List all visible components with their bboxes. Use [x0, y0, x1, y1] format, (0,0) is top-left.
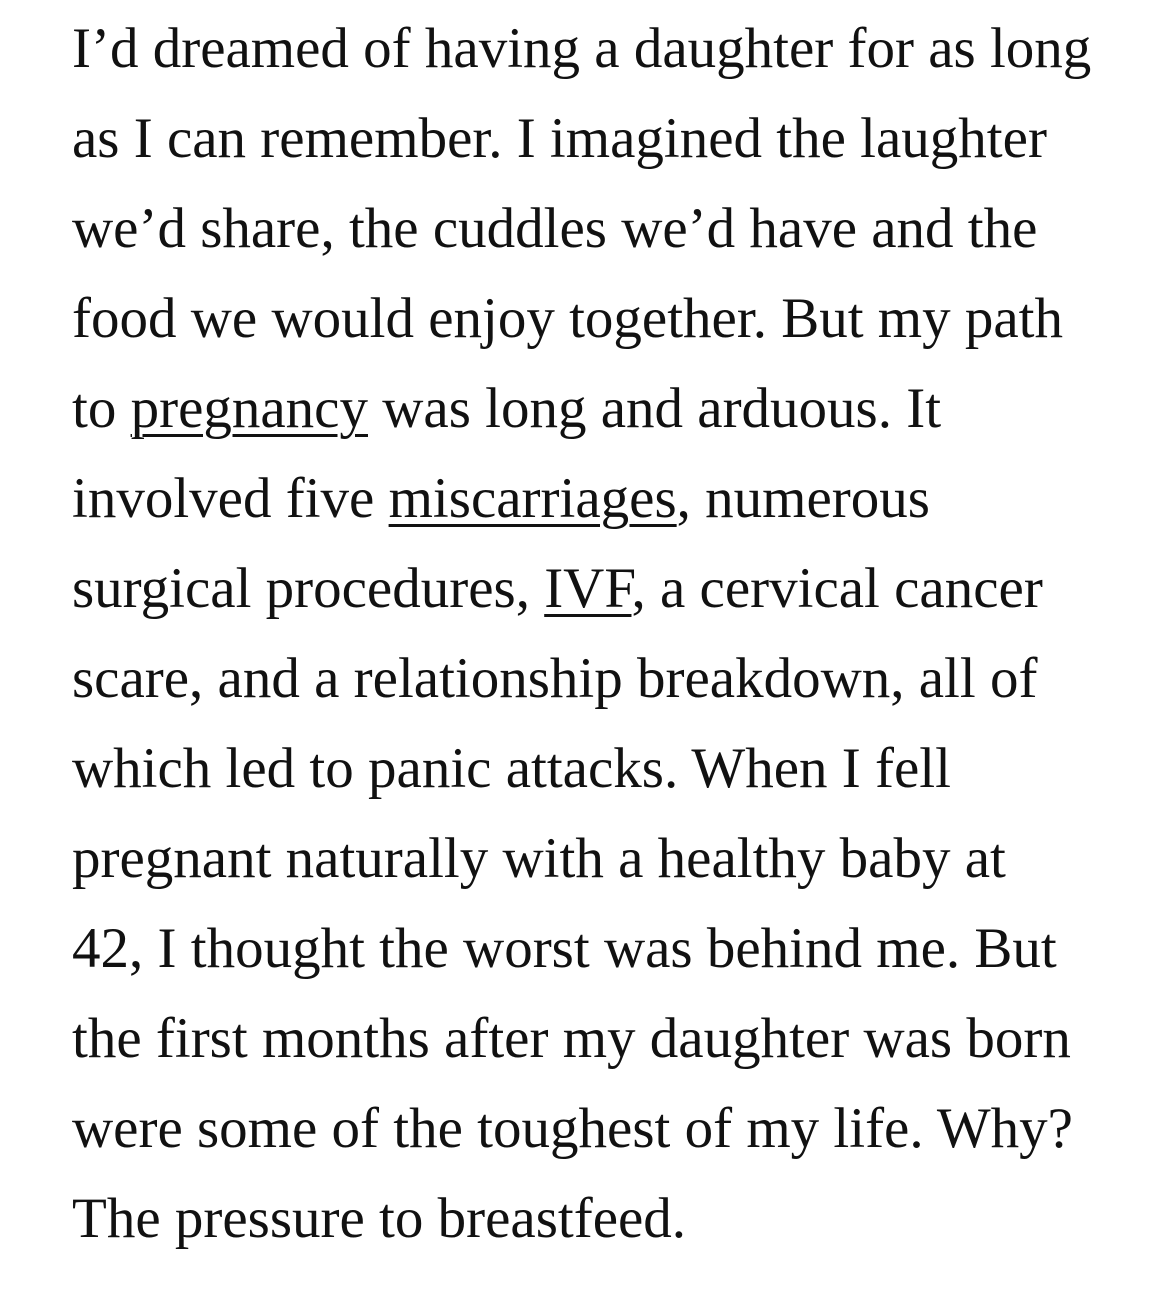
paragraph-text: , a cervical cancer [631, 557, 1043, 620]
paragraph-line [72, 994, 1112, 1084]
paragraph-line [72, 634, 1112, 724]
paragraph-line [72, 274, 1112, 364]
paragraph-text: which led to panic attacks. When I fell [72, 737, 951, 800]
paragraph-text: , numerous [676, 467, 930, 530]
paragraph-text: to [72, 377, 131, 440]
paragraph-line [72, 904, 1112, 994]
paragraph-text: were some of the toughest of my life. Why? [72, 1097, 1073, 1160]
paragraph-text: surgical procedures, [72, 557, 545, 620]
paragraph-text: 42, I thought the worst was behind me. But [72, 917, 1057, 980]
paragraph-text: the first months after my daughter was born [72, 1007, 1071, 1070]
inline-link-ivf[interactable]: IVF [544, 557, 632, 620]
paragraph-line [72, 1084, 1112, 1174]
paragraph-line [72, 454, 1112, 544]
paragraph-text: pregnant naturally with a healthy baby at [72, 827, 1006, 890]
paragraph-line [72, 184, 1112, 274]
paragraph-line [72, 724, 1112, 814]
paragraph-line [72, 814, 1112, 904]
paragraph-line [72, 1174, 1112, 1264]
paragraph-line [72, 94, 1112, 184]
paragraph-text: food we would enjoy together. But my path [72, 287, 1064, 350]
paragraph-text: scare, and a relationship breakdown, all of [72, 647, 1038, 710]
article-body [72, 4, 1112, 1264]
paragraph-text: we’d share, the cuddles we’d have and the [72, 197, 1038, 260]
article-paragraph [72, 4, 1112, 1264]
inline-link-miscarriages[interactable]: miscarriages [388, 467, 677, 530]
inline-link-pregnancy[interactable]: pregnancy [130, 377, 368, 440]
paragraph-line [72, 544, 1112, 634]
paragraph-text: I’d dreamed of having a daughter for as long [72, 17, 1092, 80]
paragraph-text: as I can remember. I imagined the laughter [72, 107, 1047, 170]
paragraph-line [72, 364, 1112, 454]
paragraph-text: involved five [72, 467, 389, 530]
paragraph-text: was long and arduous. It [367, 377, 942, 440]
paragraph-text: The pressure to breastfeed. [72, 1187, 687, 1250]
paragraph-line [72, 4, 1112, 94]
